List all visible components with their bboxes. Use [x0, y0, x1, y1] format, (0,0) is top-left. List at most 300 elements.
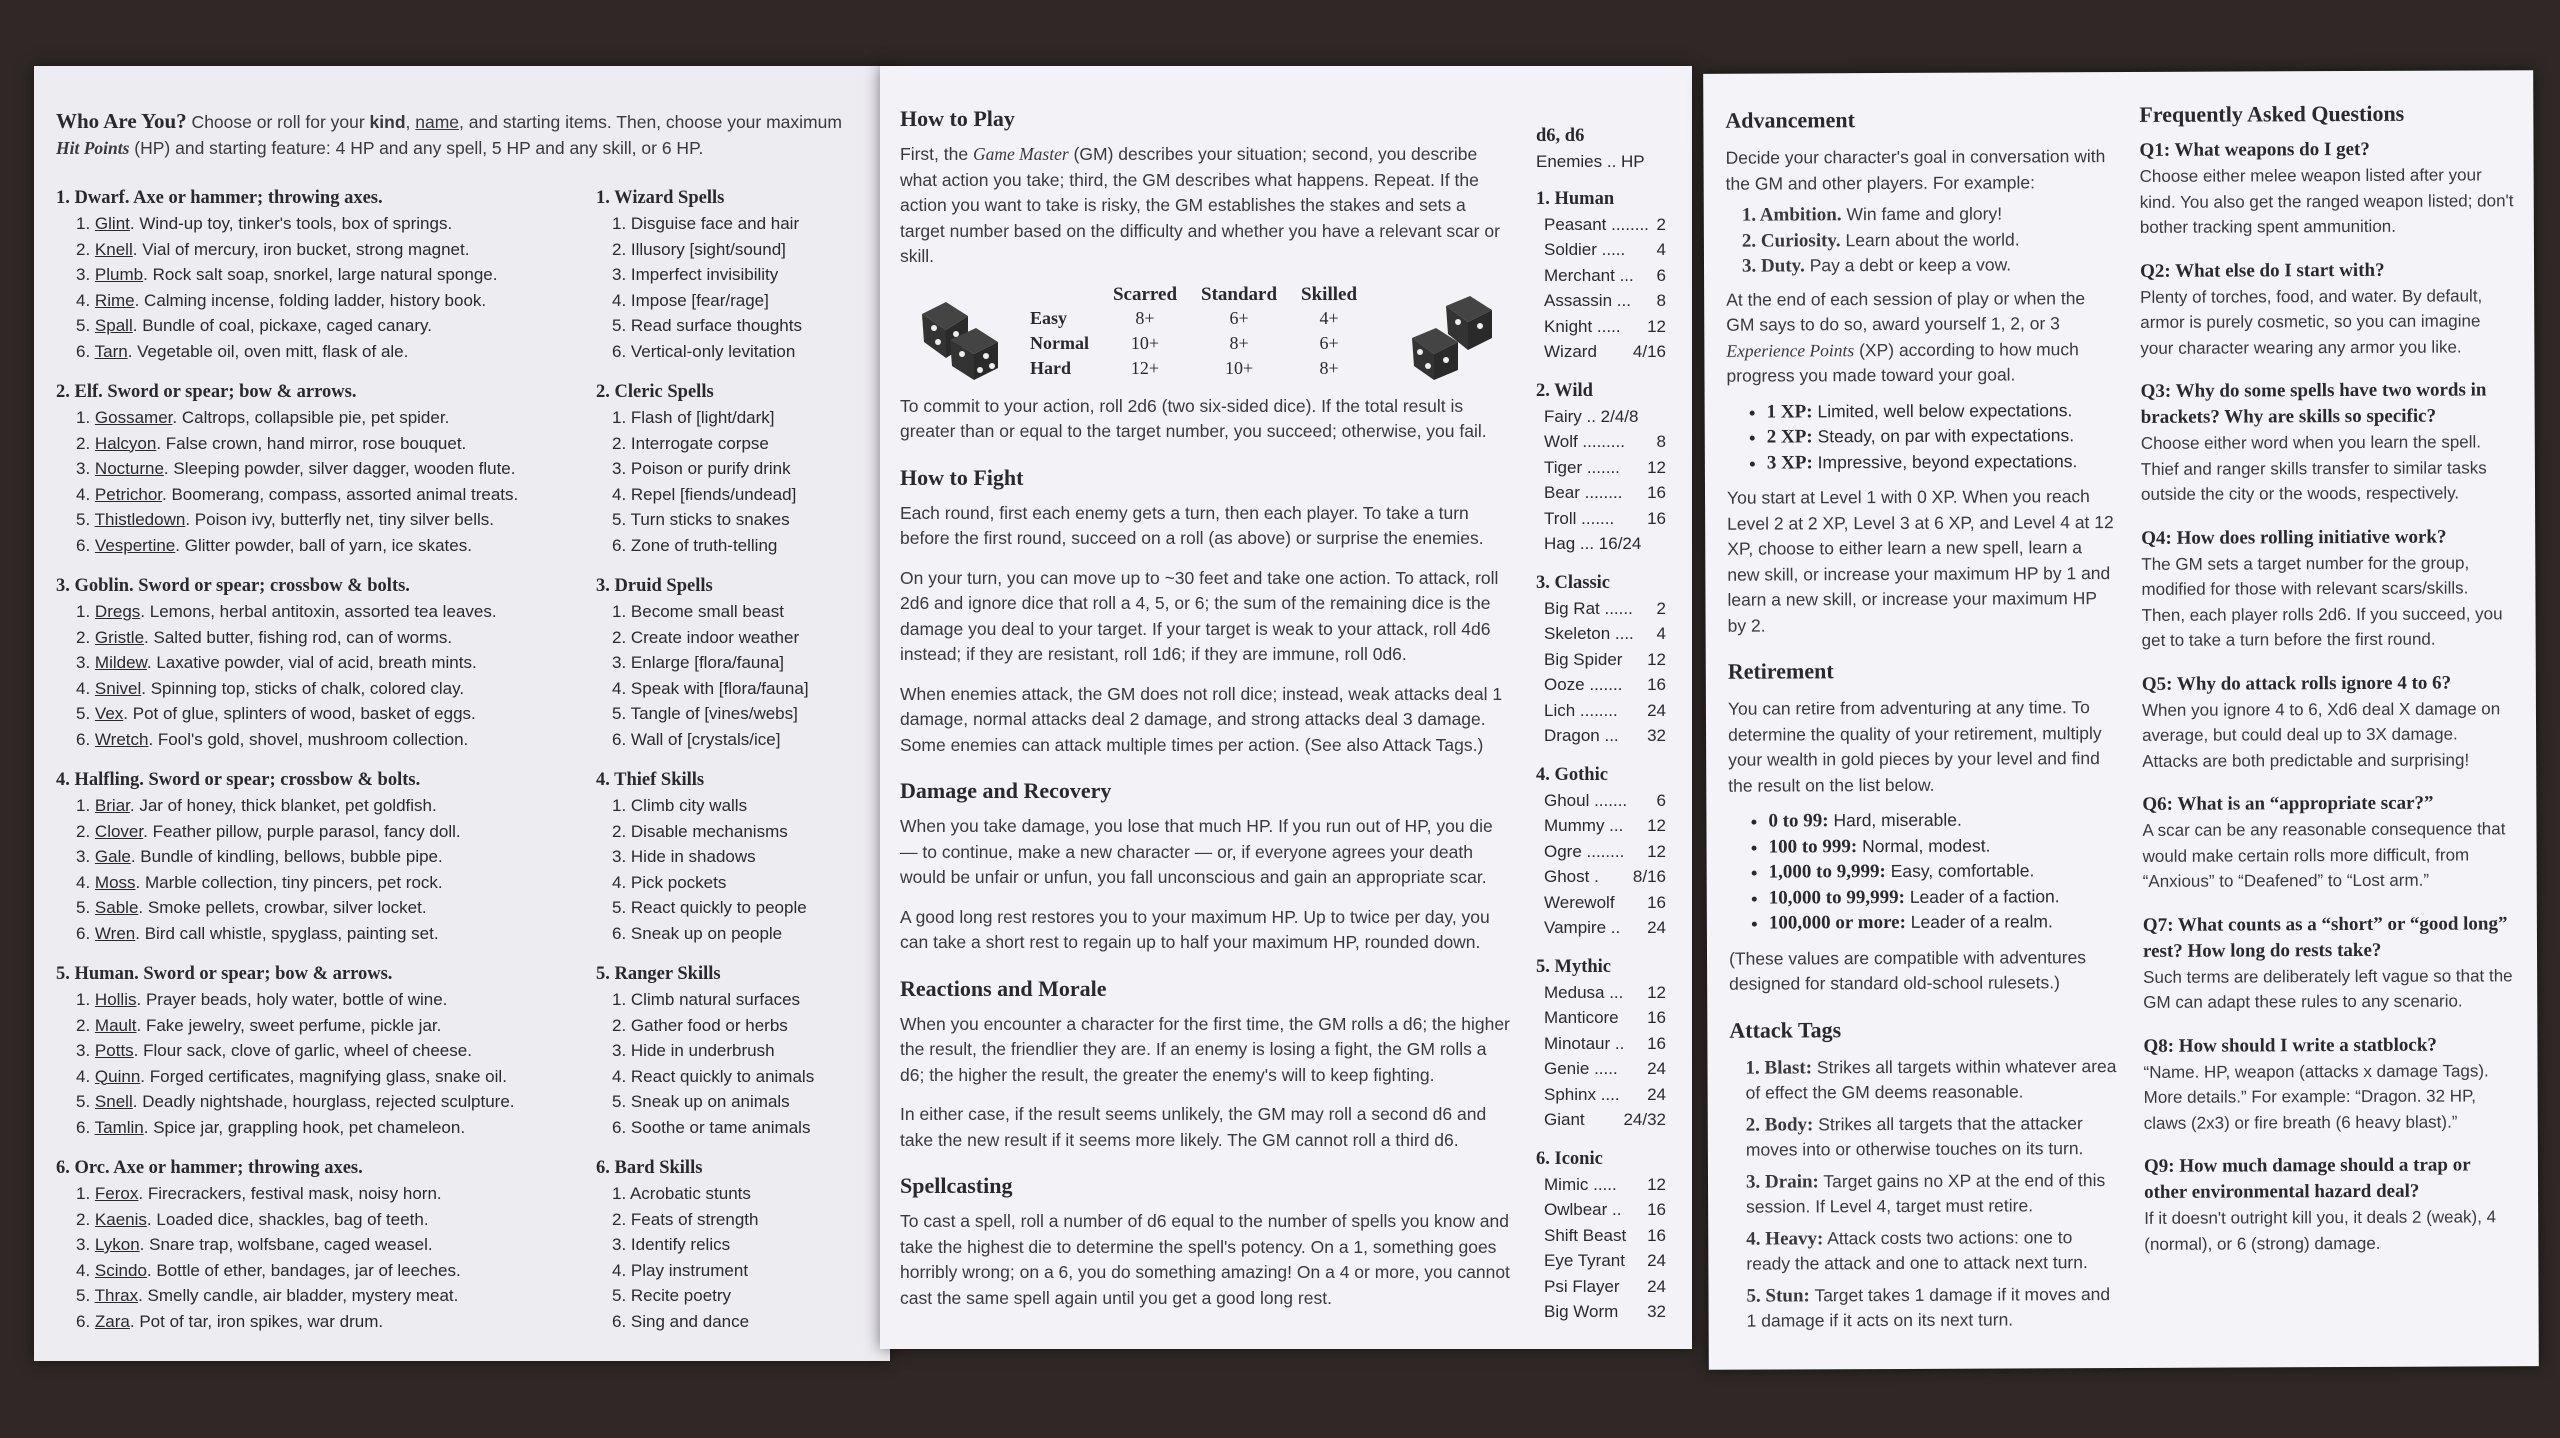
- xp-item: [1767, 423, 2117, 450]
- enemy-row: [1536, 788, 1666, 814]
- xp-item-label: 1 XP:: [1766, 400, 1813, 423]
- enemy-row: [1536, 596, 1666, 622]
- spell-entry: 6. Vertical-only levitation: [612, 341, 796, 361]
- retirement-tier: [1769, 909, 2119, 936]
- starting-items: Vial of mercury, iron bucket, strong magnet.: [142, 239, 470, 259]
- attack-tag: [1745, 1054, 2119, 1107]
- damage-heading: Damage and Recovery: [900, 778, 1112, 803]
- enemy-row: [1536, 1299, 1666, 1325]
- name-entry: 2. Mault. Fake jewelry, sweet perfume, pickle jar.: [76, 1015, 442, 1035]
- kind-heading: 2. Elf. Sword or spear; bow & arrows.: [56, 382, 357, 402]
- faq-answer: “Name. HP, weapon (attacks x damage Tags). More details.” For example: “Dragon. 32 HP, claws (2x3) or fire breath (6 heavy blast).”: [2143, 1060, 2489, 1133]
- xp-item: [1767, 398, 2117, 425]
- goal-label: 1. Ambition.: [1741, 204, 1842, 226]
- spell-entry: 5. Tangle of [vines/webs]: [612, 704, 798, 723]
- character-name: Petrichor: [94, 484, 163, 504]
- retirement-tier-label: 1,000 to 9,999:: [1768, 861, 1886, 883]
- enemy-hp: 4/16: [1632, 342, 1666, 361]
- difficulty-table: [1018, 284, 1369, 381]
- attack-tag: [1746, 1282, 2120, 1335]
- character-name: Quinn: [94, 1066, 141, 1086]
- enemy-name: Big Rat ......: [1544, 598, 1633, 618]
- enemy-name: Ogre ........: [1544, 841, 1625, 861]
- target-number: 8+: [1319, 357, 1339, 378]
- spell-list: [596, 211, 886, 364]
- enemy-name: Merchant ...: [1544, 265, 1634, 285]
- character-name: Lykon: [94, 1235, 140, 1254]
- reactions-paragraph: When you encounter a character for the first time, the GM rolls a d6; the higher the result, the friendlier they are. If an enemy is losing a fight, the GM rolls a d6; the higher the result, the greater the enemy's will to keep fighting.: [900, 1013, 1510, 1085]
- goal-text: Win fame and glory!: [1846, 203, 2003, 225]
- retirement-tier-label: 100 to 999:: [1768, 835, 1858, 858]
- name-list: [56, 211, 586, 364]
- spell-entry: 4. Play instrument: [612, 1260, 749, 1280]
- character-name: Briar: [94, 796, 130, 815]
- name-entry: 1. Gossamer. Caltrops, collapsible pie, pet spider.: [76, 408, 450, 427]
- enemy-name: Soldier .....: [1544, 240, 1626, 259]
- goal-text: Pay a debt or keep a vow.: [1809, 254, 2012, 276]
- faq-answer: Choose either word when you learn the spell. Thief and ranger skills transfer to similar tasks outside the city or the woods, respectively.: [2140, 432, 2487, 504]
- character-name: Tamlin: [94, 1117, 144, 1137]
- name-entry: 2. Kaenis. Loaded dice, shackles, bag of teeth.: [76, 1209, 429, 1229]
- reactions-paragraph: In either case, if the result seems unlikely, the GM may roll a second d6 and take the new result if it seems more likely. The GM cannot roll a third d6.: [900, 1104, 1487, 1150]
- enemy-name: Hag ... 16/24: [1544, 534, 1642, 553]
- faq-question: Q9: How much damage should a trap or other environmental hazard deal?: [2143, 1154, 2471, 1203]
- entry-number: 1.: [76, 1184, 91, 1203]
- enemy-name: Fairy .. 2/4/8: [1544, 406, 1639, 426]
- starting-items: Smoke pellets, crowbar, silver locket.: [147, 898, 427, 917]
- kind-group: [56, 962, 586, 1140]
- enemy-row: [1536, 890, 1666, 916]
- name-entry: 6. Vespertine. Glitter powder, ball of yarn, ice skates.: [76, 535, 472, 555]
- attack-tag-text: Attack costs two actions: one to ready the attack and one to attack next turn.: [1746, 1226, 2088, 1274]
- name-entry: 5. Snell. Deadly nightshade, hourglass, rejected sculpture.: [76, 1092, 515, 1111]
- name-entry: 1. Hollis. Prayer beads, holy water, bottle of wine.: [76, 990, 448, 1009]
- xp-item: [1767, 449, 2117, 476]
- page-middle: [880, 66, 1692, 1349]
- entry-number: 5.: [76, 1092, 91, 1111]
- retirement-tier-label: 10,000 to 99,999:: [1768, 886, 1905, 909]
- spell-list: [596, 599, 886, 752]
- character-name: Clover: [94, 821, 144, 841]
- retirement-tier-label: 0 to 99:: [1768, 810, 1829, 832]
- faq-item: [2139, 136, 2513, 240]
- spell-entry: 4. Speak with [flora/fauna]: [612, 678, 809, 698]
- starting-items: Bottle of ether, bandages, jar of leeches.: [156, 1260, 461, 1280]
- spell-entry: 3. Poison or purify drink: [612, 459, 791, 478]
- levels-text: You start at Level 1 with 0 XP. When you reach Level 2 at 2 XP, Level 3 at 6 XP, and Level 4 at 12 XP, choose to either learn a new spell, learn a new skill, or increase your maximum HP by 1 and learn a new skill, or increase your maximum HP by 2.: [1726, 486, 2114, 636]
- entry-number: 2.: [76, 1015, 91, 1035]
- enemy-row: [1536, 864, 1666, 890]
- target-number: 6+: [1319, 332, 1339, 353]
- enemy-row: [1536, 672, 1666, 698]
- attack-tag-text: Target gains no XP at the end of this session. If Level 4, target must retire.: [1746, 1169, 2106, 1217]
- enemy-group: [1536, 379, 1666, 557]
- name-list: [56, 987, 586, 1140]
- spell-entry: 3. Enlarge [flora/fauna]: [612, 653, 785, 672]
- spell-group: [596, 1156, 886, 1334]
- spell-entry: 4. Repel [fiends/undead]: [612, 484, 797, 504]
- character-name: Ferox: [94, 1184, 139, 1203]
- enemy-row: [1536, 1005, 1666, 1031]
- enemy-hp: 12: [1647, 457, 1666, 477]
- spell-entry: 1. Disguise face and hair: [612, 214, 800, 233]
- enemy-name: Ghoul .......: [1544, 790, 1628, 810]
- faq-answer: The GM sets a target number for the group, modified for those with relevant scars/skills. Then, each player rolls 2d6. If you succeed, you get to take a turn before the first round.: [2141, 552, 2503, 650]
- starting-items: Salted butter, fishing rod, can of worms.: [153, 627, 453, 647]
- entry-number: 3.: [76, 653, 91, 672]
- enemy-hp: 4: [1656, 240, 1666, 259]
- starting-items: Jar of honey, thick blanket, pet goldfish.: [139, 796, 437, 815]
- starting-items: Prayer beads, holy water, bottle of wine.: [145, 990, 448, 1009]
- starting-items: Fool's gold, shovel, mushroom collection.: [157, 729, 469, 749]
- xp-item-text: Impressive, beyond expectations.: [1817, 450, 2078, 472]
- character-name: Zara: [94, 1311, 130, 1331]
- starting-items: Poison ivy, butterfly net, tiny silver bells.: [194, 510, 494, 529]
- name-entry: 5. Spall. Bundle of coal, pickaxe, caged canary.: [76, 316, 432, 335]
- name-entry: 2. Clover. Feather pillow, purple parasol, fancy doll.: [76, 821, 461, 841]
- character-name: Glint: [94, 214, 130, 233]
- reactions-heading: Reactions and Morale: [900, 975, 1107, 1001]
- entry-number: 3.: [76, 459, 91, 478]
- enemy-row: [1536, 621, 1666, 647]
- enemy-row: [1536, 455, 1666, 481]
- enemy-name: Owlbear ..: [1544, 1200, 1622, 1219]
- spell-heading: 2. Cleric Spells: [596, 382, 714, 402]
- spell-entry: 6. Zone of truth-telling: [612, 535, 778, 555]
- enemy-name: Lich ........: [1544, 700, 1618, 720]
- enemy-name: Genie .....: [1544, 1059, 1618, 1078]
- enemy-hp: 16: [1647, 1033, 1666, 1053]
- spell-group: [596, 962, 886, 1140]
- name-entry: 3. Potts. Flour sack, clove of garlic, wheel of cheese.: [76, 1041, 472, 1060]
- enemy-hp: 16: [1647, 483, 1666, 502]
- spell-entry: 1. Flash of [light/dark]: [612, 408, 775, 427]
- col-standard: Standard: [1201, 283, 1278, 305]
- advancement-column: [1725, 106, 2120, 1340]
- character-name: Thistledown: [94, 510, 186, 529]
- starting-items: Wind-up toy, tinker's tools, box of springs.: [139, 214, 453, 233]
- character-name: Spall: [94, 316, 133, 335]
- enemy-hp: 4: [1656, 624, 1666, 643]
- spell-entry: 1. Climb city walls: [612, 796, 748, 815]
- starting-items: Firecrackers, festival mask, noisy horn.: [147, 1184, 442, 1203]
- character-name: Potts: [94, 1041, 134, 1060]
- spell-entry: 6. Wall of [crystals/ice]: [612, 729, 781, 749]
- name-entry: 3. Gale. Bundle of kindling, bellows, bubble pipe.: [76, 847, 443, 866]
- starting-items: Deadly nightshade, hourglass, rejected sculpture.: [142, 1092, 515, 1111]
- faq-question: Q4: How does rolling initiative work?: [2141, 526, 2447, 549]
- enemy-hp: 24: [1647, 1059, 1666, 1078]
- entry-number: 1.: [76, 602, 91, 621]
- spell-entry: 2. Gather food or herbs: [612, 1015, 788, 1035]
- spell-entry: 3. Identify relics: [612, 1235, 731, 1254]
- entry-number: 6.: [76, 1117, 91, 1137]
- attack-tag-text: Strikes all targets within whatever area of effect the GM deems reasonable.: [1745, 1055, 2117, 1103]
- faq-answer: Choose either melee weapon listed after your kind. You also get the ranged weapon listed; don't bother tracking spent ammunition.: [2139, 165, 2514, 237]
- starting-items: Loaded dice, shackles, bag of teeth.: [156, 1209, 429, 1229]
- enemy-hp: 8/16: [1632, 867, 1666, 886]
- character-name: Halcyon: [94, 433, 157, 453]
- enemy-row: [1536, 1197, 1666, 1223]
- character-name: Vespertine: [94, 535, 176, 555]
- entry-number: 4.: [76, 678, 91, 698]
- kind-heading: 4. Halfling. Sword or spear; crossbow & bolts.: [56, 770, 421, 790]
- enemy-hp: 12: [1647, 841, 1666, 861]
- spell-entry: 5. Recite poetry: [612, 1286, 732, 1305]
- name-entry: 5. Thistledown. Poison ivy, butterfly net, tiny silver bells.: [76, 510, 494, 529]
- enemy-name: Shift Beast: [1544, 1225, 1627, 1245]
- target-number: 10+: [1224, 357, 1254, 378]
- spell-entry: 1. Become small beast: [612, 602, 784, 621]
- name-entry: 5. Vex. Pot of glue, splinters of wood, basket of eggs.: [76, 704, 476, 723]
- faq-answer: A scar can be any reasonable consequence that would make certain rolls more difficult, from “Anxious” to “Deafened” to “Lost arm.”: [2142, 819, 2506, 891]
- spell-list: [596, 405, 886, 558]
- entry-number: 3.: [76, 1041, 91, 1060]
- spell-entry: 3. Hide in shadows: [612, 847, 756, 866]
- spell-entry: 6. Soothe or tame animals: [612, 1117, 811, 1137]
- enemy-hp: 8: [1656, 432, 1666, 451]
- entry-number: 5.: [76, 316, 91, 335]
- character-name: Rime: [94, 290, 135, 310]
- enemy-hp: 2: [1656, 598, 1666, 618]
- enemy-group-heading: 3. Classic: [1536, 572, 1610, 593]
- retirement-tier: [1769, 858, 2119, 885]
- enemy-row: [1536, 1248, 1666, 1274]
- spell-heading: 6. Bard Skills: [596, 1158, 703, 1178]
- enemy-row: [1536, 480, 1666, 506]
- starting-items: Snare trap, wolfsbane, caged weasel.: [149, 1235, 433, 1254]
- faq-question: Q8: How should I write a statblock?: [2143, 1034, 2437, 1057]
- target-number: 8+: [1135, 307, 1155, 328]
- faq-item: [2143, 911, 2517, 1016]
- entry-number: 3.: [76, 265, 91, 284]
- spell-entry: 5. Turn sticks to snakes: [612, 510, 790, 529]
- enemy-row: [1536, 429, 1666, 455]
- enemy-hp: 24: [1647, 918, 1666, 937]
- name-entry: 2. Gristle. Salted butter, fishing rod, can of worms.: [76, 627, 453, 647]
- spell-heading: 5. Ranger Skills: [596, 964, 721, 984]
- name-entry: 6. Zara. Pot of tar, iron spikes, war drum.: [76, 1311, 384, 1331]
- character-name: Hollis: [94, 990, 137, 1009]
- enemy-hp: 8: [1656, 291, 1666, 310]
- goal-text: Learn about the world.: [1845, 228, 2020, 250]
- entry-number: 2.: [76, 1209, 91, 1229]
- starting-items: Caltrops, collapsible pie, pet spider.: [181, 408, 450, 427]
- enemy-hp: 12: [1647, 1174, 1666, 1194]
- enemy-hp: 24: [1647, 1084, 1666, 1104]
- name-list: [56, 1181, 586, 1334]
- difficulty-row: [1018, 306, 1369, 331]
- enemy-row: [1536, 698, 1666, 724]
- name-entry: 1. Ferox. Firecrackers, festival mask, noisy horn.: [76, 1184, 442, 1203]
- retirement-tier: [1768, 833, 2118, 860]
- starting-items: Vegetable oil, oven mitt, flask of ale.: [137, 341, 409, 361]
- attack-tag: [1746, 1168, 2120, 1221]
- enemy-hp: 16: [1647, 675, 1666, 694]
- attack-tags-heading: Attack Tags: [1729, 1016, 1842, 1043]
- spell-group: [596, 768, 886, 946]
- enemy-group-heading: 2. Wild: [1536, 380, 1593, 401]
- spell-heading: 1. Wizard Spells: [596, 188, 725, 208]
- faq-item: [2141, 377, 2516, 507]
- attack-tag-label: 1. Blast:: [1745, 1056, 1813, 1079]
- faq-question: Q5: Why do attack rolls ignore 4 to 6?: [2141, 672, 2452, 695]
- target-number: 10+: [1130, 332, 1160, 353]
- enemy-row: [1536, 1274, 1666, 1300]
- starting-items: Smelly candle, air bladder, mystery meat.: [147, 1286, 459, 1305]
- attack-tag: [1746, 1111, 2120, 1164]
- spell-list: [596, 1181, 886, 1334]
- name-entry: 4. Quinn. Forged certificates, magnifying glass, snake oil.: [76, 1066, 507, 1086]
- enemy-hp: 24: [1647, 700, 1666, 720]
- enemy-hp: 16: [1647, 1225, 1666, 1245]
- spell-entry: 6. Sneak up on people: [612, 923, 783, 943]
- attack-tag-text: Target takes 1 damage if it moves and 1 damage if it acts on its next turn.: [1746, 1283, 2111, 1331]
- name-entry: 6. Tarn. Vegetable oil, oven mitt, flask of ale.: [76, 341, 409, 361]
- enemy-row: [1536, 237, 1666, 263]
- spell-heading: 4. Thief Skills: [596, 770, 705, 790]
- goal-label: 2. Curiosity.: [1741, 229, 1841, 252]
- enemy-group-heading: 4. Gothic: [1536, 764, 1608, 785]
- enemy-row: [1536, 263, 1666, 289]
- retirement-tier-text: Easy, comfortable.: [1890, 860, 2035, 882]
- entry-number: 2.: [76, 433, 91, 453]
- spell-entry: 2. Feats of strength: [612, 1209, 759, 1229]
- entry-number: 5.: [76, 510, 91, 529]
- page-right: [1703, 70, 2539, 1370]
- enemy-row: [1536, 314, 1666, 340]
- entry-number: 1.: [76, 796, 91, 815]
- entry-number: 5.: [76, 898, 91, 917]
- enemy-name: Mimic .....: [1544, 1174, 1617, 1194]
- enemy-row: [1536, 647, 1666, 673]
- enemy-group: [1536, 955, 1666, 1133]
- faq-answer: If it doesn't outright kill you, it deals 2 (weak), 4 (normal), or 6 (strong) damage.: [2144, 1207, 2497, 1254]
- character-name: Kaenis: [94, 1209, 147, 1229]
- enemies-column: [1536, 124, 1666, 1325]
- enemy-name: Mummy ...: [1544, 816, 1624, 835]
- spell-entry: 2. Illusory [sight/sound]: [612, 239, 786, 259]
- enemy-hp: 32: [1647, 726, 1666, 745]
- starting-items: Bundle of kindling, bellows, bubble pipe.: [140, 847, 443, 866]
- spell-entry: 4. Impose [fear/rage]: [612, 290, 769, 310]
- character-name: Thrax: [94, 1286, 139, 1305]
- kind-group: [56, 1156, 586, 1334]
- spellcasting-heading: Spellcasting: [900, 1173, 1013, 1198]
- starting-items: Forged certificates, magnifying glass, snake oil.: [149, 1066, 507, 1086]
- starting-items: Feather pillow, purple parasol, fancy doll.: [152, 821, 461, 841]
- fight-paragraph: When enemies attack, the GM does not roll dice; instead, weak attacks deal 1 damage, normal attacks deal 2 damage, and strong attacks deal 3 damage. Some enemies can attack multiple times per action. (See also Attack Tags.): [900, 683, 1503, 755]
- faq-item: [2140, 257, 2514, 361]
- xp-item-text: Limited, well below expectations.: [1817, 399, 2073, 421]
- target-number: 4+: [1319, 307, 1339, 328]
- enemy-name: Peasant ........: [1544, 214, 1649, 234]
- character-name: Knell: [94, 239, 133, 259]
- starting-items: Calming incense, folding ladder, history book.: [144, 290, 487, 310]
- enemy-group: [1536, 571, 1666, 749]
- starting-items: Flour sack, clove of garlic, wheel of cheese.: [143, 1041, 472, 1060]
- rules-column: [900, 106, 1510, 1311]
- enemy-hp: 2: [1656, 214, 1666, 234]
- name-entry: 6. Wretch. Fool's gold, shovel, mushroom collection.: [76, 729, 469, 749]
- attack-tag-label: 2. Body:: [1745, 1113, 1814, 1136]
- kind-heading: 5. Human. Sword or spear; bow & arrows.: [56, 964, 393, 984]
- spell-group: [596, 574, 886, 752]
- enemies-subheader: Enemies .. HP: [1536, 152, 1645, 171]
- name-entry: 4. Rime. Calming incense, folding ladder, history book.: [76, 290, 487, 310]
- dice-icon: [1406, 292, 1496, 382]
- kind-heading: 3. Goblin. Sword or spear; crossbow & bolts.: [56, 576, 410, 596]
- character-name: Nocturne: [94, 459, 164, 478]
- entry-number: 2.: [76, 821, 91, 841]
- spell-entry: 5. Read surface thoughts: [612, 316, 802, 335]
- enemy-group: [1536, 1147, 1666, 1325]
- enemy-row: [1536, 1056, 1666, 1082]
- starting-items: Laxative powder, vial of acid, breath mints.: [156, 653, 477, 672]
- attack-tag-text: Strikes all targets that the attacker moves into or otherwise touches on its turn.: [1745, 1112, 2084, 1160]
- starting-items: Spinning top, sticks of chalk, colored clay.: [150, 678, 465, 698]
- enemy-row: [1536, 1107, 1666, 1133]
- name-entry: 1. Dregs. Lemons, herbal antitoxin, assorted tea leaves.: [76, 602, 497, 621]
- name-entry: 2. Halcyon. False crown, hand mirror, rose bouquet.: [76, 433, 467, 453]
- character-name: Tarn: [94, 341, 128, 361]
- attack-tag: [1746, 1225, 2120, 1278]
- page-left: [34, 66, 890, 1361]
- fight-paragraph: Each round, first each enemy gets a turn, then each player. To take a turn before the first round, succeed on a roll (as above) or surprise the enemies.: [900, 502, 1484, 548]
- faq-column: [2139, 100, 2518, 1257]
- name-entry: 5. Thrax. Smelly candle, air bladder, mystery meat.: [76, 1286, 459, 1305]
- enemy-name: Assassin ...: [1544, 291, 1631, 310]
- character-name: Mault: [94, 1015, 137, 1035]
- entry-number: 1.: [76, 214, 91, 233]
- starting-items: Pot of glue, splinters of wood, basket of eggs.: [132, 704, 476, 723]
- retirement-tier-text: Normal, modest.: [1862, 835, 1991, 856]
- enemy-name: Troll .......: [1544, 508, 1615, 528]
- difficulty-label: Hard: [1030, 357, 1072, 378]
- enemy-hp: 32: [1647, 1302, 1666, 1321]
- enemy-hp: 12: [1647, 316, 1666, 336]
- target-number: 12+: [1130, 357, 1160, 378]
- enemy-name: Eye Tyrant: [1544, 1251, 1625, 1270]
- spell-list: [596, 987, 886, 1140]
- damage-paragraph: When you take damage, you lose that much HP. If you run out of HP, you die — to continue, make a new character — or, if everyone agrees your death would be unfair or unfun, you fall unconscious and gain an appropriate scar.: [900, 816, 1493, 887]
- enemy-row: [1536, 839, 1666, 865]
- advancement-intro: Decide your character's goal in conversation with the GM and other players. For example:: [1725, 146, 2106, 194]
- kind-heading: 1. Dwarf. Axe or hammer; throwing axes.: [56, 188, 383, 208]
- starting-items: Fake jewelry, sweet perfume, pickle jar.: [145, 1015, 442, 1035]
- enemy-row: [1536, 813, 1666, 839]
- attack-tag-label: 4. Heavy:: [1746, 1227, 1824, 1250]
- enemy-row: [1536, 915, 1666, 941]
- entry-number: 2.: [76, 239, 91, 259]
- enemy-group: [1536, 763, 1666, 941]
- enemy-row: [1536, 212, 1666, 238]
- faq-question: Q7: What counts as a “short” or “good long” rest? How long do rests take?: [2142, 912, 2508, 962]
- faq-item: [2144, 1152, 2518, 1257]
- spell-skill-table: [596, 186, 886, 1334]
- col-scarred: Scarred: [1112, 283, 1178, 305]
- entry-number: 6.: [76, 535, 91, 555]
- character-name: Gale: [94, 847, 131, 866]
- enemy-name: Werewolf: [1544, 892, 1615, 912]
- enemy-name: Wizard: [1544, 342, 1597, 361]
- retirement-heading: Retirement: [1727, 658, 1834, 684]
- intro-heading: Who Are You?: [56, 109, 187, 133]
- character-name: Moss: [94, 872, 136, 892]
- name-entry: 4. Moss. Marble collection, tiny pincers, pet rock.: [76, 872, 443, 892]
- entry-number: 4.: [76, 290, 91, 310]
- enemy-name: Giant: [1544, 1110, 1585, 1129]
